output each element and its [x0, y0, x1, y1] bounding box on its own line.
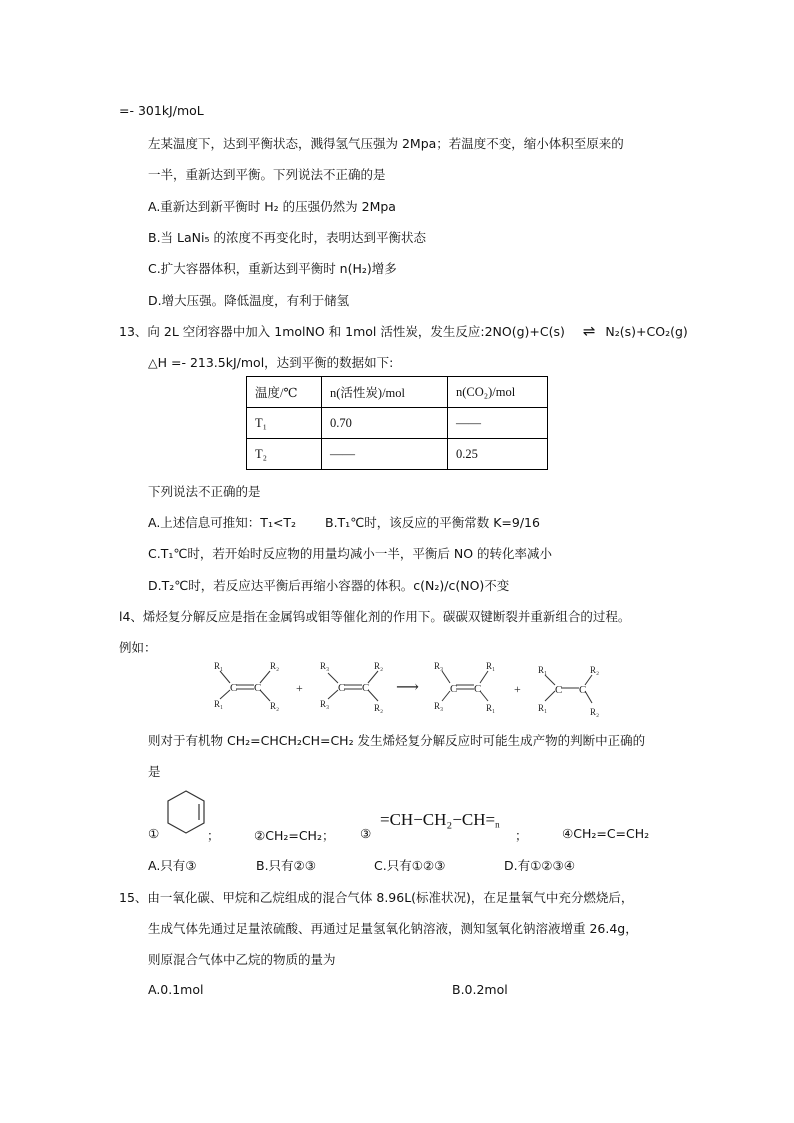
metathesis-scheme	[200, 655, 620, 725]
scheme-label: R₁	[214, 699, 224, 709]
q15-option-b: B.0.2mol	[452, 982, 508, 997]
equilibrium-data-table	[246, 376, 548, 470]
q13-option-b: B.T₁℃时，该反应的平衡常数 K=9/16	[325, 515, 540, 530]
q13-option-a: A.上述信息可推知：T₁<T₂	[148, 515, 297, 530]
top-line: =- 301kJ/moL	[119, 103, 204, 118]
q12-option-a: A.重新达到新平衡时 H₂ 的压强仍然为 2Mpa	[148, 199, 396, 214]
scheme-label: C	[230, 682, 238, 694]
plus-sign: +	[296, 681, 303, 695]
scheme-label: R₂	[590, 665, 600, 675]
choice-3-formula	[380, 810, 500, 830]
plus-sign: +	[514, 682, 521, 696]
equilibrium-arrow-icon: ⇌	[582, 322, 596, 340]
q13-intro	[119, 322, 688, 340]
table-cell: 0.25	[448, 439, 548, 470]
table-header-row	[247, 377, 548, 408]
scheme-label: R₃	[320, 661, 330, 671]
q13-dh: △H =- 213.5kJ/mol，达到平衡的数据如下:	[148, 355, 394, 370]
scheme-label: R₃	[320, 699, 330, 709]
q14-question-line1: 则对于有机物 CH₂=CHCH₂CH=CH₂ 发生烯烃复分解反应时可能生成产物的判断中正确的	[148, 733, 646, 748]
q13-prompt: 下列说法不正确的是	[148, 484, 261, 499]
q14-option-a: A.只有③	[148, 858, 197, 873]
q13-products: N₂(s)+CO₂(g)	[605, 324, 688, 339]
table-cell: ——	[448, 408, 548, 439]
choice-2	[254, 826, 335, 844]
table-header-cell: n(活性炭)/mol	[322, 377, 448, 408]
reaction-arrow-icon: ⟶	[396, 679, 419, 696]
scheme-label: C	[362, 682, 370, 694]
choice-1-number: ①	[148, 826, 160, 841]
choice-4-formula: CH₂=C=CH₂	[573, 826, 650, 841]
choice-4-number: ④	[562, 826, 574, 841]
q12-option-d: D.增大压强。降低温度，有利于储氢	[148, 293, 350, 308]
scheme-label: R₁	[486, 703, 496, 713]
q15-line1: 15、由一氧化碳、甲烷和乙烷组成的混合气体 8.96L(标准状况)，在足量氧气中充分燃烧后，	[119, 890, 634, 905]
q14-question-line2: 是	[148, 764, 161, 779]
scheme-label: R₁	[538, 665, 548, 675]
q15-line3: 则原混合气体中乙烷的物质的量为	[148, 952, 336, 967]
choice-2-number: ②	[254, 828, 266, 843]
scheme-label: R₂	[590, 707, 600, 717]
scheme-label: R₂	[374, 661, 384, 671]
choice-1-separator: ；	[207, 828, 220, 843]
scheme-label: R₂	[374, 703, 384, 713]
table-header-cell: n(CO₂)/mol	[448, 377, 548, 408]
q13-intro-text: 13、向 2L 空闭容器中加入 1molNO 和 1mol 活性炭，发生反应:2NO(g)+C(s)	[119, 324, 565, 339]
q13-option-c: C.T₁℃时，若开始时反应物的用量均减小一半，平衡后 NO 的转化率减小	[148, 546, 553, 561]
choice-4	[562, 826, 649, 841]
cyclohexene-icon	[164, 788, 212, 840]
table-cell: 0.70	[322, 408, 448, 439]
scheme-label: C	[579, 684, 587, 696]
scheme-label: R₁	[486, 661, 496, 671]
q15-line2: 生成气体先通过足量浓硫酸、再通过足量氢氧化钠溶液，测知氢氧化钠溶液增重 26.4g，	[148, 921, 638, 936]
scheme-label: R₃	[434, 701, 444, 711]
scheme-label: C	[450, 683, 458, 695]
q14-line1: l4、烯烃复分解反应是指在金属钨或钼等催化剂的作用下。碳碳双键断裂并重新组合的过程。	[119, 609, 631, 624]
q12-option-b: B.当 LaNi₅ 的浓度不再变化时，表明达到平衡状态	[148, 230, 426, 245]
scheme-label: R₃	[434, 661, 444, 671]
q12-line1: 左某温度下，达到平衡状态，溅得氢气压强为 2Mpa；若温度不变，缩小体积至原来的	[148, 136, 624, 151]
polymer-subscript: n	[495, 819, 500, 830]
q14-option-c: C.只有①②③	[374, 858, 446, 873]
table-cell: T₂	[247, 439, 322, 470]
scheme-label: R₁	[538, 703, 548, 713]
choice-3-number: ③	[360, 826, 372, 841]
table-row	[247, 439, 548, 470]
q13-option-d: D.T₂℃时，若反应达平衡后再缩小容器的体积。c(N₂)/c(NO)不变	[148, 578, 510, 593]
q14-line2: 例如：	[119, 640, 157, 655]
q15-option-a: A.0.1mol	[148, 982, 204, 997]
scheme-label: R₂	[270, 661, 280, 671]
choice-2-separator: ；	[321, 828, 335, 843]
scheme-label: R₁	[214, 661, 224, 671]
table-cell: T₁	[247, 408, 322, 439]
choice-2-formula: CH₂=CH₂	[265, 828, 322, 843]
polymer-formula: =CH−CH₂−CH=	[380, 810, 496, 829]
table-row	[247, 408, 548, 439]
scheme-label: R₂	[270, 701, 280, 711]
scheme-label: C	[555, 684, 563, 696]
scheme-label: C	[474, 683, 482, 695]
scheme-label: C	[254, 682, 262, 694]
q12-line2: 一半，重新达到平衡。下列说法不正确的是	[148, 167, 386, 182]
q12-option-c: C.扩大容器体积，重新达到平衡时 n(H₂)增多	[148, 261, 397, 276]
table-header-cell: 温度/℃	[247, 377, 322, 408]
q14-option-b: B.只有②③	[256, 858, 316, 873]
q14-option-d: D.有①②③④	[504, 858, 575, 873]
table-cell: ——	[322, 439, 448, 470]
choice-3-separator: ；	[515, 828, 528, 843]
scheme-label: C	[338, 682, 346, 694]
